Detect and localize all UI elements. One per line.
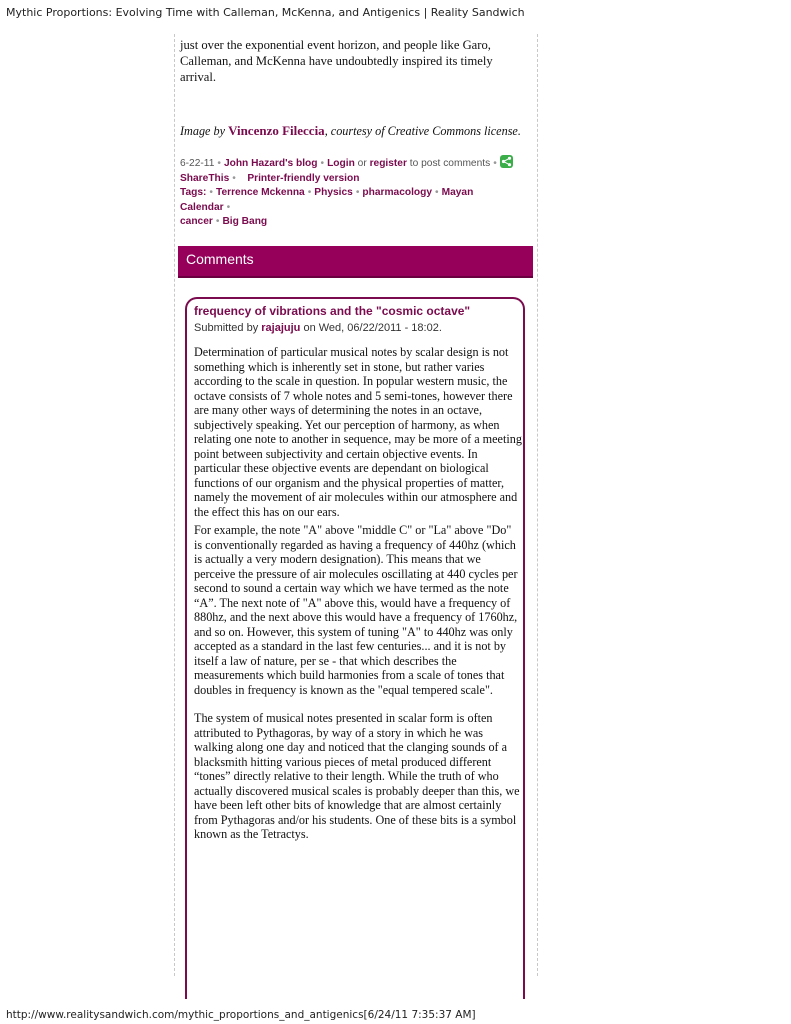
blog-link[interactable]: John Hazard's blog — [223, 158, 318, 169]
meta-line-1 — [180, 155, 520, 172]
intro-line: arrival. — [180, 70, 217, 84]
meta-line-2 — [180, 172, 520, 187]
sharethis-link[interactable]: ShareThis — [180, 172, 230, 184]
post-comments-text: to post comments — [409, 158, 491, 169]
bullet-separator: • — [435, 187, 439, 199]
submitted-prefix: Submitted by — [194, 322, 259, 334]
bullet-separator: • — [226, 201, 231, 213]
bullet-separator: • — [307, 187, 312, 199]
comment-body — [194, 345, 522, 846]
comment-paragraph: The system of musical notes presented in scalar form is often attributed to Pythagoras, by way of a story in which he was walking along one day and noticed that the clanging sounds of a blacksmith hitting various pieces of metal produced different “tones” directly relative to their length. While the truth of who actually discovered musical scales is probably deeper than this, we have been left other bits of knowledge that are almost certainly from Pythagoras and/or his students. One of these bits is a symbol known as the Tetractys. — [194, 711, 520, 841]
bullet-separator: • — [217, 158, 221, 169]
or-text: or — [357, 158, 367, 169]
bullet-separator: • — [493, 158, 497, 169]
image-credit — [180, 123, 521, 139]
intro-line: Calleman, and McKenna have undoubtedly inspired its timely — [180, 54, 493, 68]
intro-line: just over the exponential event horizon, and people like Garo, — [180, 38, 491, 52]
column-right-rule — [537, 34, 538, 976]
post-date: 6-22-11 — [180, 158, 215, 169]
comment-paragraph: Determination of particular musical notes by scalar design is not something which is inherently set in stone, but rather varies according to the scale in question. In popular western music, the octave consists of 7 whole notes and 5 semi-tones, however there are many other ways of determining the notes in an octave, subjectively speaking. Yet our perception of harmony, as when relating one note to another in sequence, may be more of a meeting point between subjectivity and certain objective events. In particular these objective events are dependant on biological functions of our organism and the physical properties of matter, namely the movement of air molecules within our atmosphere and the effect this has on our ears. — [194, 345, 522, 519]
login-link[interactable]: Login — [327, 158, 355, 169]
comment-paragraph: For example, the note "A" above "middle C" or "La" above "Do" is conventionally regarded as having a frequency of 440hz (which is actually a very modern designation). This means that we perceive the pressure of air molecules oscillating at 440 cycles per second to sound a certain way which we have termed as the note “A”. The next note of "A" above this, would have a frequency of 880hz, and the next above this would have a frequency of 1760hz, and so on. However, this system of tuning "A" to 440hz was only accepted as a standard in the last few centuries... and it is not by itself a law of nature, per se - that which describes the measurements which build harmonies from a scale of tones that doubles in frequency is known as the "equal tempered scale". — [194, 523, 518, 697]
comments-heading-bar — [178, 246, 533, 278]
printer-friendly-link[interactable]: Printer-friendly version — [247, 172, 360, 184]
comment-title[interactable]: frequency of vibrations and the "cosmic octave" — [194, 304, 471, 318]
comment-author-link[interactable]: rajajuju — [261, 322, 301, 334]
credit-prefix: Image by — [180, 124, 226, 138]
credit-suffix: , courtesy of Creative Commons license. — [324, 124, 521, 138]
register-link[interactable]: register — [369, 158, 407, 169]
tag-link[interactable]: Big Bang — [222, 216, 268, 228]
tags-label: Tags: — [180, 187, 207, 199]
print-header-title: Mythic Proportions: Evolving Time with Calleman, McKenna, and Antigenics | Reality Sandwich — [6, 6, 525, 19]
tag-link[interactable]: Mayan Calendar — [180, 187, 474, 213]
bullet-separator: • — [232, 172, 236, 184]
article-meta — [180, 155, 520, 230]
print-footer-url: http://www.realitysandwich.com/mythic_proportions_and_antigenics[6/24/11 7:35:37 AM] — [6, 1009, 476, 1021]
credit-author-link[interactable]: Vincenzo Fileccia — [228, 123, 325, 138]
article-column — [180, 37, 534, 841]
tag-link[interactable]: pharmacology — [362, 187, 433, 199]
tag-link[interactable]: cancer — [180, 216, 213, 228]
tags-line — [180, 215, 520, 230]
share-icon[interactable] — [500, 155, 513, 168]
tag-link[interactable]: Physics — [314, 187, 353, 199]
bullet-separator: • — [209, 187, 213, 199]
comments-heading: Comments — [186, 251, 254, 267]
submitted-suffix: on Wed, 06/22/2011 - 18:02. — [303, 322, 442, 334]
bullet-separator: • — [355, 187, 360, 199]
bullet-separator: • — [320, 158, 325, 169]
comment-card — [185, 297, 525, 999]
tags-line — [180, 186, 520, 215]
comment-submitted-line — [194, 322, 442, 334]
tag-link[interactable]: Terrence Mckenna — [216, 187, 305, 199]
bullet-separator: • — [215, 216, 220, 228]
column-left-rule — [174, 34, 175, 976]
article-intro — [180, 37, 534, 85]
